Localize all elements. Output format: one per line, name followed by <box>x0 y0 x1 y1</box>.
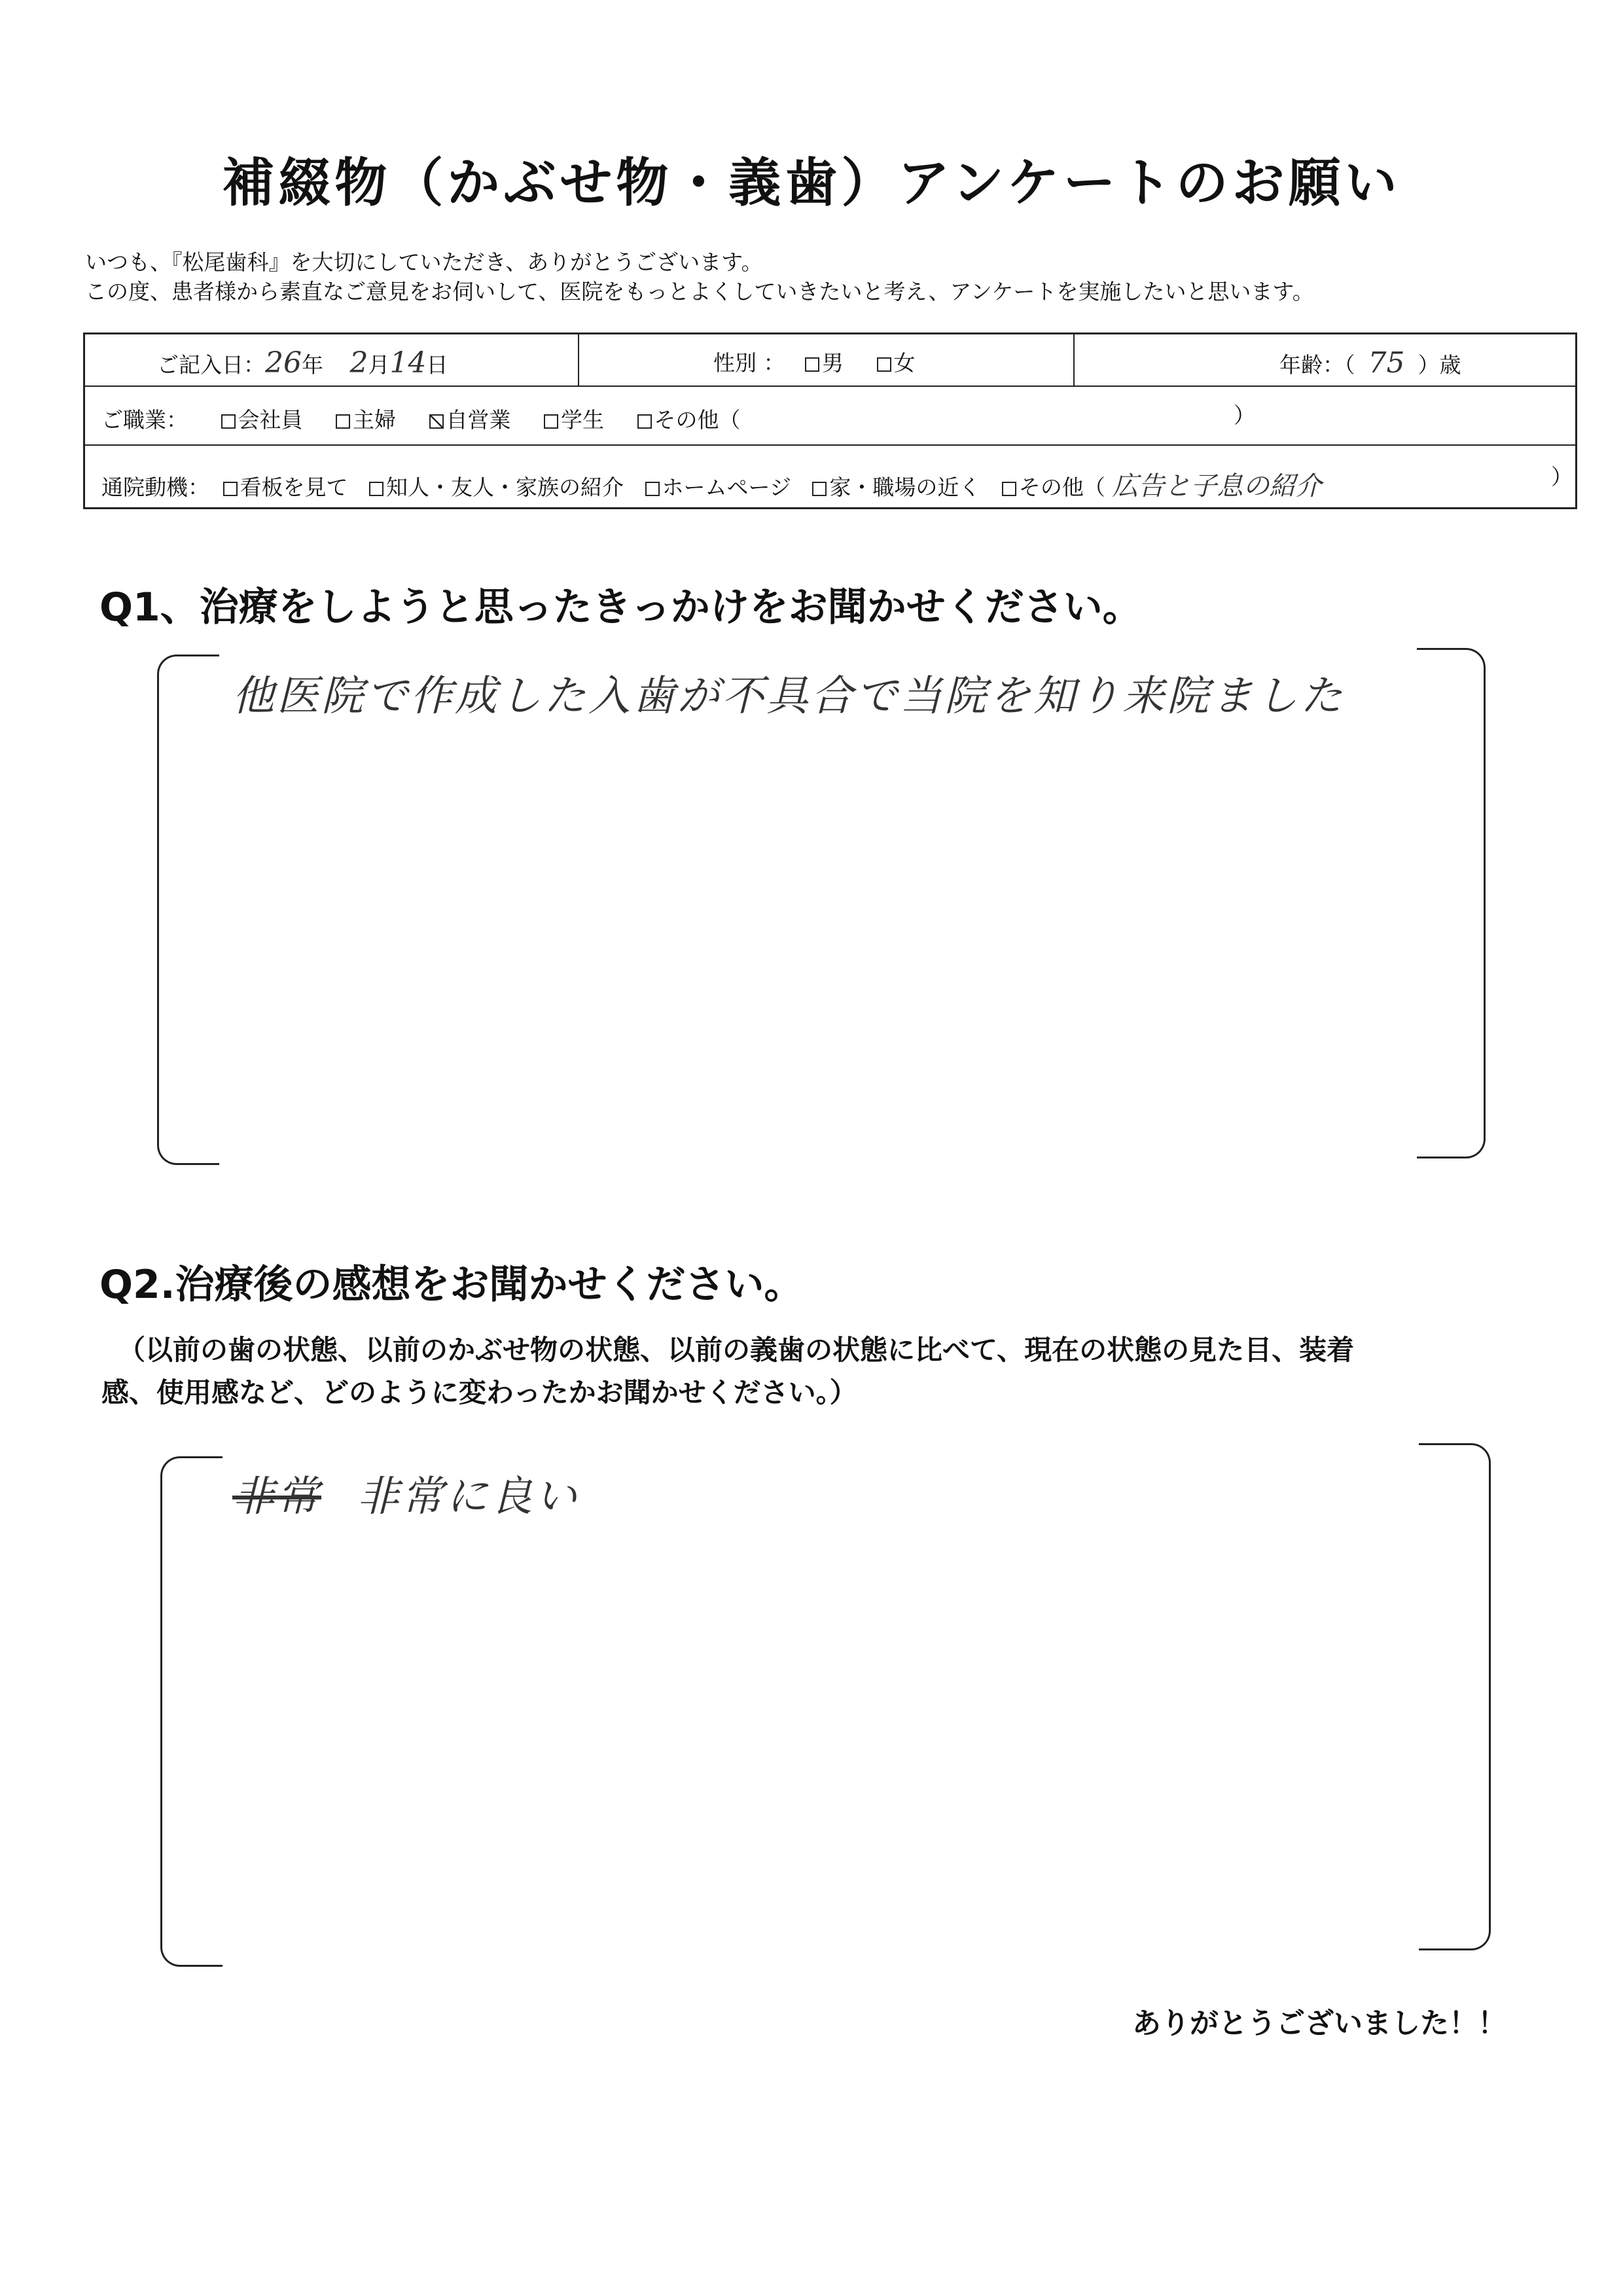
answer-1-left-bracket <box>157 655 219 1165</box>
checkbox-icon[interactable] <box>812 482 827 496</box>
checkbox-icon[interactable] <box>223 482 238 496</box>
patient-info-table <box>83 332 1577 509</box>
date-day-value: 14 <box>389 346 427 380</box>
occupation-option-label: 会社員 <box>238 407 303 433</box>
info-row-motive <box>85 446 1575 507</box>
checkbox-icon[interactable] <box>877 357 891 372</box>
question-1: Q1、治療をしようと思ったきっかけをお聞かせください。 <box>99 584 1142 630</box>
motive-other-text: 広告と子息の紹介 <box>1112 471 1322 501</box>
checkbox-icon[interactable] <box>221 414 236 429</box>
occupation-option[interactable] <box>544 407 604 433</box>
occupation-option[interactable] <box>336 407 396 433</box>
date-year-value: 26 <box>265 346 302 380</box>
motive-field <box>101 465 1321 503</box>
gender-label: 性別 ： <box>713 350 785 376</box>
motive-option[interactable] <box>645 475 791 500</box>
answer-2-right-bracket <box>1419 1443 1491 1950</box>
gender-male-label: 男 <box>822 350 844 376</box>
question-2-note-line-1: （以前の歯の状態、以前のかぶせ物の状態、以前の義歯の状態に比べて、現在の状態の見た目、装着 <box>118 1334 1355 1366</box>
motive-close-paren: ） <box>1551 464 1573 490</box>
answer-2-struck-text: 非常 <box>232 1473 321 1521</box>
motive-option-label: 看板を見て <box>240 475 348 500</box>
info-row-occupation <box>85 387 1575 446</box>
occupation-option[interactable] <box>637 407 741 433</box>
date-field[interactable] <box>157 346 448 380</box>
occupation-option[interactable] <box>221 407 303 433</box>
occupation-label: ご職業： <box>101 407 188 433</box>
month-unit: 月 <box>368 352 390 378</box>
gender-option-female[interactable] <box>877 350 916 376</box>
answer-2-text: 非常に良い <box>357 1473 580 1521</box>
checked-checkbox-icon[interactable] <box>429 414 444 429</box>
day-unit: 日 <box>426 352 448 378</box>
motive-option-label: その他（ <box>1018 475 1105 500</box>
gender-female-label: 女 <box>893 350 916 376</box>
answer-1-text[interactable]: 他医院で作成した入歯が不具合で当院を知り来院ました <box>232 672 1345 721</box>
occupation-option-label: 自営業 <box>446 407 511 433</box>
question-2: Q2.治療後の感想をお聞かせください。 <box>99 1262 804 1308</box>
motive-option-label: 家・職場の近く <box>829 475 981 500</box>
occupation-option-selected[interactable] <box>429 407 511 433</box>
motive-option[interactable] <box>369 475 624 500</box>
gender-option-male[interactable] <box>805 350 844 376</box>
motive-label: 通院動機： <box>101 475 209 500</box>
answer-2-field[interactable] <box>232 1463 579 1523</box>
age-unit: ）歳 <box>1418 352 1461 378</box>
motive-option-label: ホームページ <box>662 475 791 500</box>
question-2-note-line-2: 感、使用感など、どのように変わったかお聞かせください。） <box>101 1376 857 1408</box>
motive-option[interactable] <box>812 475 980 500</box>
info-row-date-gender-age <box>85 334 1575 387</box>
answer-2-left-bracket <box>160 1456 223 1967</box>
gender-field <box>713 346 916 377</box>
checkbox-icon[interactable] <box>369 482 383 496</box>
age-label: 年齢：（ <box>1279 352 1355 378</box>
age-field[interactable] <box>1279 346 1461 380</box>
checkbox-icon[interactable] <box>544 414 558 429</box>
closing-thanks: ありがとうございました！！ <box>1132 2007 1507 2040</box>
answer-1-right-bracket <box>1417 648 1486 1158</box>
checkbox-icon[interactable] <box>336 414 350 429</box>
checkbox-icon[interactable] <box>1002 482 1016 496</box>
occupation-close-paren: ） <box>1234 403 1255 428</box>
intro-line-1: いつも、『松尾歯科』を大切にしていただき、ありがとうございます。 <box>85 249 763 275</box>
occupation-option-label: 学生 <box>561 407 604 433</box>
date-label: ご記入日： <box>157 352 265 378</box>
occupation-option-label: 主婦 <box>353 407 396 433</box>
motive-option[interactable] <box>1002 475 1105 500</box>
intro-line-2: この度、患者様から素直なご意見をお伺いして、医院をもっとよくしていきたいと考え、アンケートを実施したいと思います。 <box>85 279 1314 304</box>
age-value: 75 <box>1368 346 1405 380</box>
occupation-option-label: その他（ <box>654 407 741 433</box>
table-divider <box>1073 334 1075 387</box>
checkbox-icon[interactable] <box>637 414 652 429</box>
checkbox-icon[interactable] <box>805 357 819 372</box>
year-unit: 年 <box>302 352 323 378</box>
table-divider <box>578 334 579 387</box>
date-month-value: 2 <box>349 346 368 380</box>
motive-option-label: 知人・友人・家族の紹介 <box>386 475 624 500</box>
survey-title: 補綴物（かぶせ物・義歯）アンケートのお願い <box>222 152 1401 213</box>
occupation-field <box>101 403 741 434</box>
motive-option[interactable] <box>223 475 348 500</box>
checkbox-icon[interactable] <box>645 482 660 496</box>
